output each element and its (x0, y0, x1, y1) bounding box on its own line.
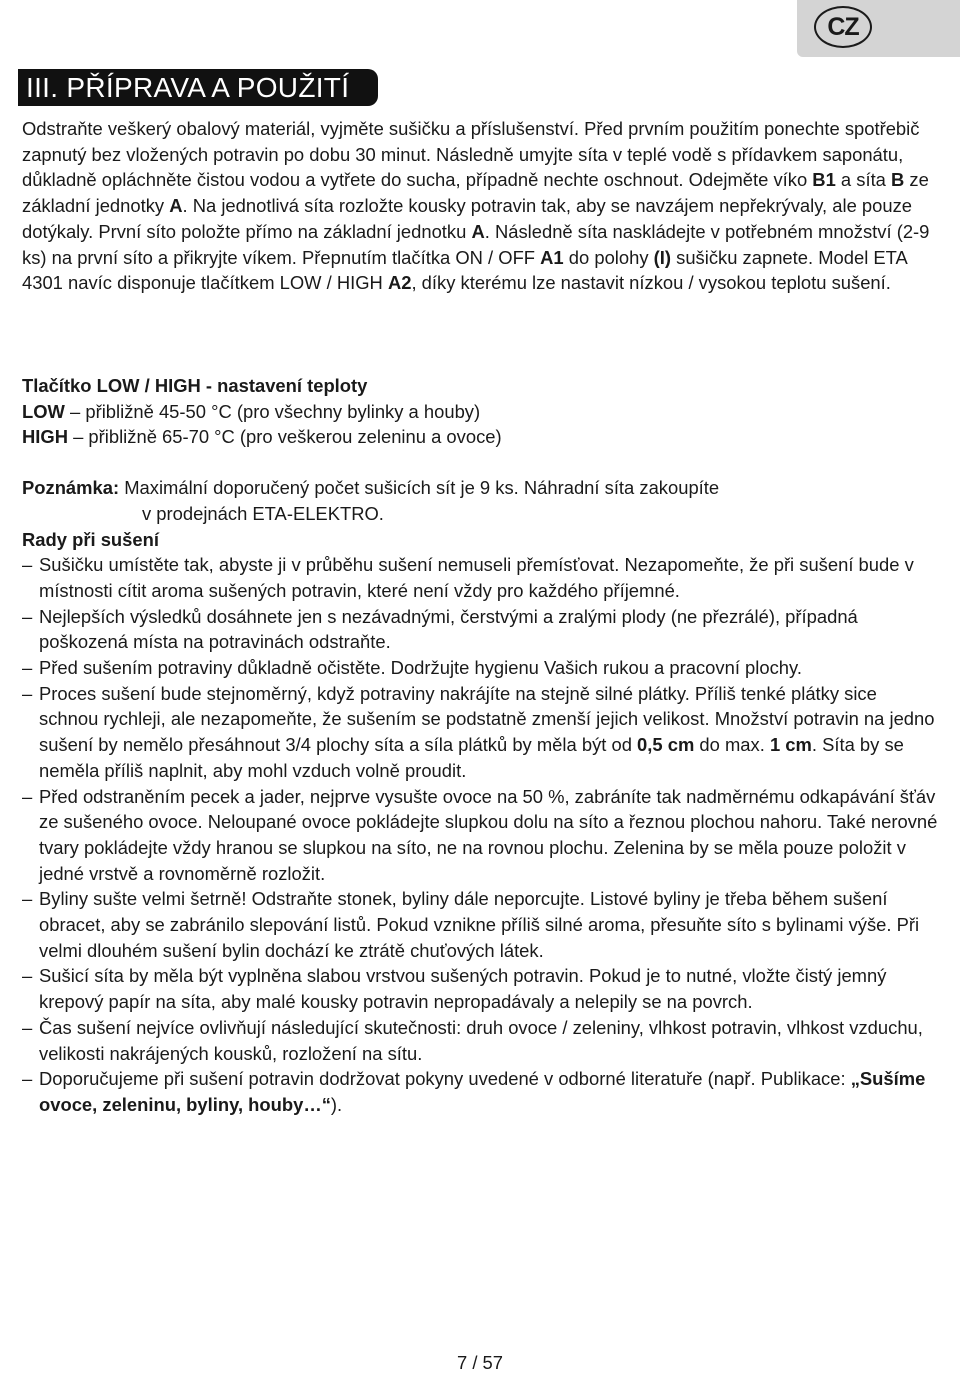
tip-text: Sušičku umístěte tak, abyste ji v průběhu sušení nemuseli přemísťovat. Nezapomeňte, že při sušení bude v místnosti cítit aroma sušených potravin, které není vždy pro každého příjemné. (39, 554, 914, 601)
tip-text: ). (330, 1093, 343, 1115)
dash-bullet-icon: – (22, 1068, 33, 1090)
high-text: – přibližně 65-70 °C (pro veškerou zeleninu a ovoce) (67, 426, 502, 448)
intro-text: do polohy (563, 246, 654, 268)
intro-bold-text: A1 (540, 246, 564, 268)
list-item (22, 681, 940, 784)
dash-bullet-icon: – (22, 888, 33, 910)
temperature-high (22, 424, 940, 450)
list-item (22, 552, 940, 603)
note-line-1 (22, 475, 940, 501)
tip-bold-text: 0,5 cm (637, 734, 695, 756)
intro-text: . Následně síta naskládejte v potřebném množství (2-9 ks) na první síto a přikryjte víkem. Přepnutím tlačítka ON / OFF (22, 220, 930, 268)
dash-bullet-icon: – (22, 965, 33, 987)
intro-bold-text: A (471, 220, 485, 242)
intro-bold-text: A (169, 195, 183, 217)
tip-bold-text: „Sušíme ovoce, zeleninu, byliny, houby…“ (39, 1068, 926, 1115)
dash-bullet-icon: – (22, 1016, 33, 1038)
intro-text: a síta (835, 169, 892, 191)
list-item (22, 1066, 940, 1117)
list-item (22, 963, 940, 1014)
tip-text: Před odstraněním pecek a jader, nejprve vysušte ovoce na 50 %, zabráníte tak nadměrnému odkapávání šťáv ze sušeného ovoce. Neloupané ovoce pokládejte slupkou dolu na síto a řeznou plochou nahoru. Také nerovné tvary pokládejte vždy hranou se slupkou na síto, ne na rovnou plochu. Zelenina by se měla pouze položit v jedné vrstvě a rovnoměrně rozložit. (39, 785, 938, 884)
section-title: III. PŘÍPRAVA A POUŽITÍ (26, 71, 350, 103)
tip-bold-text: 1 cm (769, 734, 812, 756)
intro-bold-text: B1 (812, 169, 836, 191)
note (22, 475, 940, 526)
list-item (22, 655, 940, 681)
tip-text: Doporučujeme při sušení potravin dodržovat pokyny uvedené v odborné literatuře (např. Publikace: (39, 1068, 851, 1090)
tip-text: Nejlepších výsledků dosáhnete jen s nezávadnými, čerstvými a zralými plody (ne přezrálé), případná poškozená místa na potravinách odstraňte. (39, 605, 858, 653)
language-code: CZ (827, 12, 859, 41)
intro-text: Odstraňte veškerý obalový materiál, vyjměte sušičku a příslušenství. Před prvním použitím ponechte spotřebič zapnutý bez vložených potravin po dobu 30 minut. Následně umyjte síta v teplé vodě s přídavkem saponátu, důkladně opláchněte čistou vodou a vytřete do sucha, případně nechte oschnout. Odejměte víko (22, 118, 920, 191)
tips-list (22, 552, 940, 1117)
low-label: LOW (22, 400, 65, 422)
tips-title: Rady při sušení (22, 528, 159, 550)
list-item (22, 784, 940, 887)
intro-bold-text: A2 (387, 272, 412, 294)
temperature-low (22, 399, 940, 425)
note-label: Poznámka: (22, 477, 120, 499)
tip-text: Čas sušení nejvíce ovlivňují následující skutečnosti: druh ovoce / zeleniny, vlhkost potravin, vlhkost vzduchu, velikosti nakrájených kousků, rozložení na sítu. (39, 1016, 923, 1064)
dash-bullet-icon: – (22, 682, 33, 704)
page-content (22, 116, 940, 1118)
dash-bullet-icon: – (22, 554, 33, 576)
section-header (18, 69, 378, 106)
intro-text: , díky kterému lze nastavit nízkou / vysokou teplotu sušení. (411, 272, 891, 294)
tip-text: . Síta by se neměla příliš naplnit, aby mohl vzduch volně proudit. (39, 734, 904, 781)
intro-text: . Na jednotlivá síta rozložte kousky potravin tak, aby se navzájem nepřekrývaly, ale pouze dotýkaly. První síto položte přímo na základní jednotku (22, 195, 913, 242)
list-item (22, 886, 940, 963)
list-item (22, 604, 940, 655)
temperature-settings (22, 373, 940, 450)
tip-text: Byliny sušte velmi šetrně! Odstraňte stonek, byliny dále neporcujte. Listové byliny je třeba během sušení obracet, aby se zabránilo slepování listů. Pokud vznikne příliš silné aroma, přesuňte síto s bylinami výše. Při velmi dlouhém sušení bylin dochází ke ztrátě chuťových látek. (39, 888, 920, 961)
intro-text: ze základní jednotky (22, 169, 929, 217)
tip-text: do max. (694, 734, 770, 756)
tip-text: Sušicí síta by měla být vyplněna slabou vrstvou sušených potravin. Pokud je to nutné, vložte čistý jemný krepový papír na síta, aby malé kousky potravin nepropadávaly a nelepily se na povrch. (39, 965, 887, 1013)
intro-text: sušičku zapnete. Model ETA 4301 navíc disponuje tlačítkem LOW / HIGH (22, 246, 907, 294)
low-text: – přibližně 45-50 °C (pro všechny bylinky a houby) (64, 400, 481, 422)
note-text-1: Maximální doporučený počet sušicích sít je 9 ks. Náhradní síta zakoupíte (119, 477, 720, 499)
intro-paragraph (22, 116, 940, 346)
intro-bold-text: B (891, 169, 905, 191)
intro-bold-text: (I) (653, 246, 672, 268)
tip-text: Proces sušení bude stejnoměrný, když potraviny nakrájíte na stejně silné plátky. Příliš tenké plátky sice schnou rychleji, ale nezapomeňte, že sušením se podstatně zmenší jejich velikost. Množství potravin na jedno sušení by nemělo přesáhnout 3/4 plochy síta a síla plátků by měla být od (39, 682, 935, 756)
tip-text: Před sušením potraviny důkladně očistěte. Dodržujte hygienu Vašich rukou a pracovní plochy. (39, 657, 802, 679)
list-item (22, 1015, 940, 1066)
dash-bullet-icon: – (22, 785, 33, 807)
page-number: 7 / 57 (456, 1352, 503, 1373)
dash-bullet-icon: – (22, 605, 33, 627)
note-line-2: v prodejnách ETA-ELEKTRO. (142, 502, 384, 524)
dash-bullet-icon: – (22, 657, 33, 679)
high-label: HIGH (22, 426, 68, 448)
language-badge (814, 6, 872, 48)
temperature-title: Tlačítko LOW / HIGH - nastavení teploty (22, 375, 368, 396)
